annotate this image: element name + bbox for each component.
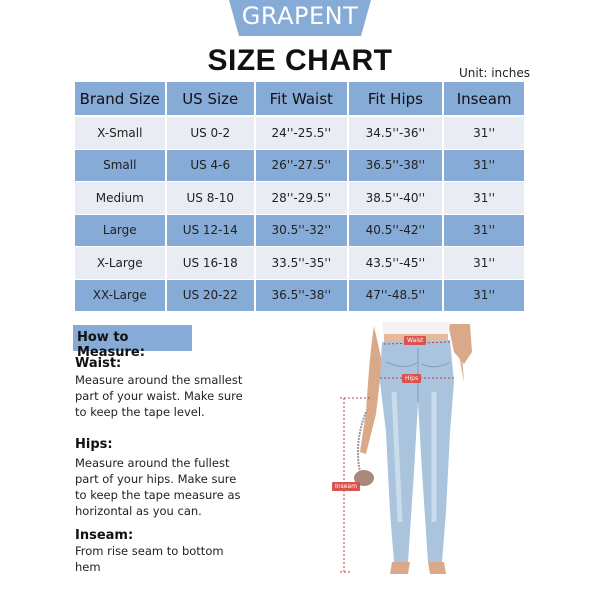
table-row [75, 279, 524, 312]
size-table [73, 82, 526, 311]
cell-inseam: 31'' [444, 181, 524, 214]
table-row [75, 246, 524, 279]
cell-fit-waist: 24''-25.5'' [256, 116, 347, 149]
cell-fit-hips: 43.5''-45'' [349, 246, 443, 279]
hips-instructions [75, 455, 265, 519]
header-inseam: Inseam [444, 82, 524, 116]
hips-tag: Hips [402, 374, 421, 383]
inseam-line: From rise seam to bottom [75, 544, 224, 558]
cell-inseam: 31'' [444, 279, 524, 312]
header-fit-hips: Fit Hips [349, 82, 443, 116]
hips-heading: Hips: [75, 437, 113, 452]
waist-line: to keep the tape level. [75, 405, 205, 419]
hips-line: Measure around the fullest [75, 456, 230, 470]
waist-line: Measure around the smallest [75, 373, 243, 387]
cell-fit-hips: 40.5''-42'' [349, 214, 443, 247]
inseam-heading: Inseam: [75, 528, 134, 543]
cell-fit-waist: 28''-29.5'' [256, 181, 347, 214]
cell-us-size: US 12-14 [167, 214, 254, 247]
header-fit-waist: Fit Waist [256, 82, 347, 116]
cell-inseam: 31'' [444, 214, 524, 247]
waist-tag: Waist [404, 336, 426, 345]
cell-brand-size: Medium [75, 181, 165, 214]
inseam-line: hem [75, 560, 101, 574]
cell-fit-hips: 34.5''-36'' [349, 116, 443, 149]
cell-brand-size: X-Large [75, 246, 165, 279]
table-header-row [75, 82, 524, 116]
table-row [75, 214, 524, 247]
table-row [75, 149, 524, 182]
jeans-illustration [330, 322, 530, 600]
cell-fit-hips: 47''-48.5'' [349, 279, 443, 312]
model-photo [330, 322, 530, 600]
inseam-tag: Inseam [332, 482, 360, 491]
cell-inseam: 31'' [444, 246, 524, 279]
cell-us-size: US 4-6 [167, 149, 254, 182]
cell-us-size: US 8-10 [167, 181, 254, 214]
cell-us-size: US 0-2 [167, 116, 254, 149]
page-title: SIZE CHART [207, 44, 393, 77]
cell-fit-hips: 36.5''-38'' [349, 149, 443, 182]
table-row [75, 116, 524, 149]
how-to-measure-heading: How to Measure: [73, 325, 192, 351]
cell-fit-waist: 36.5''-38'' [256, 279, 347, 312]
cell-fit-waist: 26''-27.5'' [256, 149, 347, 182]
hips-line: horizontal as you can. [75, 504, 202, 518]
brand-logo [229, 0, 371, 36]
waist-heading: Waist: [75, 356, 122, 371]
unit-label: Unit: inches [458, 66, 530, 80]
waist-instructions [75, 372, 265, 420]
table-row [75, 181, 524, 214]
cell-brand-size: XX-Large [75, 279, 165, 312]
header-us-size: US Size [167, 82, 254, 116]
cell-brand-size: Small [75, 149, 165, 182]
inseam-instructions [75, 543, 265, 575]
waist-line: part of your waist. Make sure [75, 389, 243, 403]
cell-fit-waist: 33.5''-35'' [256, 246, 347, 279]
hips-line: to keep the tape measure as [75, 488, 241, 502]
cell-inseam: 31'' [444, 149, 524, 182]
cell-brand-size: Large [75, 214, 165, 247]
brand-name: GRAPENT [241, 2, 359, 30]
cell-us-size: US 20-22 [167, 279, 254, 312]
cell-brand-size: X-Small [75, 116, 165, 149]
hips-line: part of your hips. Make sure [75, 472, 237, 486]
cell-inseam: 31'' [444, 116, 524, 149]
cell-fit-waist: 30.5''-32'' [256, 214, 347, 247]
header-brand-size: Brand Size [75, 82, 165, 116]
cell-fit-hips: 38.5''-40'' [349, 181, 443, 214]
cell-us-size: US 16-18 [167, 246, 254, 279]
